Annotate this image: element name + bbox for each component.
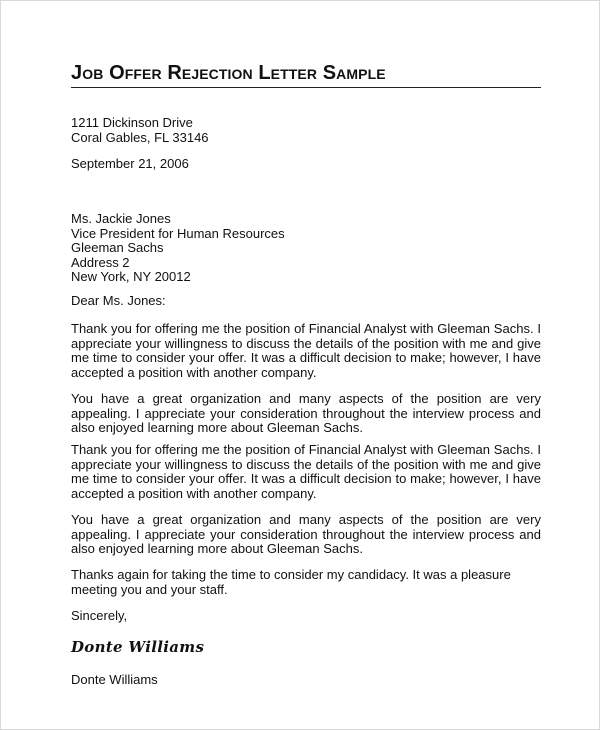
body-paragraph — [71, 322, 541, 380]
page-title: Job Offer Rejection Letter Sample — [71, 61, 541, 88]
body-paragraph — [71, 443, 541, 501]
paragraph-text: Thank you for offering me the position of Financial Analyst with Gleeman Sachs. I appreciate your willingness to discuss the details of the position with me and give me time to consider your offer. It was a difficult decision to make; however, I have accepted a position with another company. — [71, 321, 541, 380]
handwritten-signature: Donte Williams — [71, 638, 205, 656]
paragraph-text: You have a great organization and many aspects of the position are very appealing. I appreciate your consideration throughout the interview process and also enjoyed learning more about Gleeman Sachs. — [71, 512, 541, 556]
salutation-text: Dear Ms. Jones: — [71, 293, 166, 308]
recipient-line: Gleeman Sachs — [71, 240, 164, 255]
body-paragraph — [71, 513, 541, 557]
signature-name — [71, 673, 541, 688]
recipient-line: New York, NY 20012 — [71, 269, 191, 284]
body-paragraph — [71, 568, 541, 597]
recipient-line: Vice President for Human Resources — [71, 225, 285, 241]
date-text: September 21, 2006 — [71, 156, 189, 171]
paragraph-text: Thanks again for taking the time to consider my candidacy. It was a pleasure meeting you and your staff. — [71, 567, 511, 597]
signature-name-text: Donte Williams — [71, 672, 158, 687]
recipient-address — [71, 212, 541, 285]
letter-date — [71, 157, 541, 172]
salutation — [71, 294, 541, 309]
closing — [71, 609, 541, 624]
recipient-line: Address 2 — [71, 254, 130, 270]
sender-address-line: Coral Gables, FL 33146 — [71, 129, 209, 145]
paragraph-text: You have a great organization and many aspects of the position are very appealing. I appreciate your consideration throughout the interview process and also enjoyed learning more about Gleeman Sachs. — [71, 391, 541, 435]
sender-address-line: 1211 Dickinson Drive — [71, 115, 193, 130]
body-paragraph — [71, 392, 541, 436]
paragraph-text: Thank you for offering me the position of Financial Analyst with Gleeman Sachs. I appreciate your willingness to discuss the details of the position with me and give me time to consider your offer. It was a difficult decision to make; however, I have accepted a position with another company. — [71, 442, 541, 501]
recipient-line: Ms. Jackie Jones — [71, 211, 171, 226]
closing-text: Sincerely, — [71, 608, 128, 623]
sender-address — [71, 116, 541, 145]
